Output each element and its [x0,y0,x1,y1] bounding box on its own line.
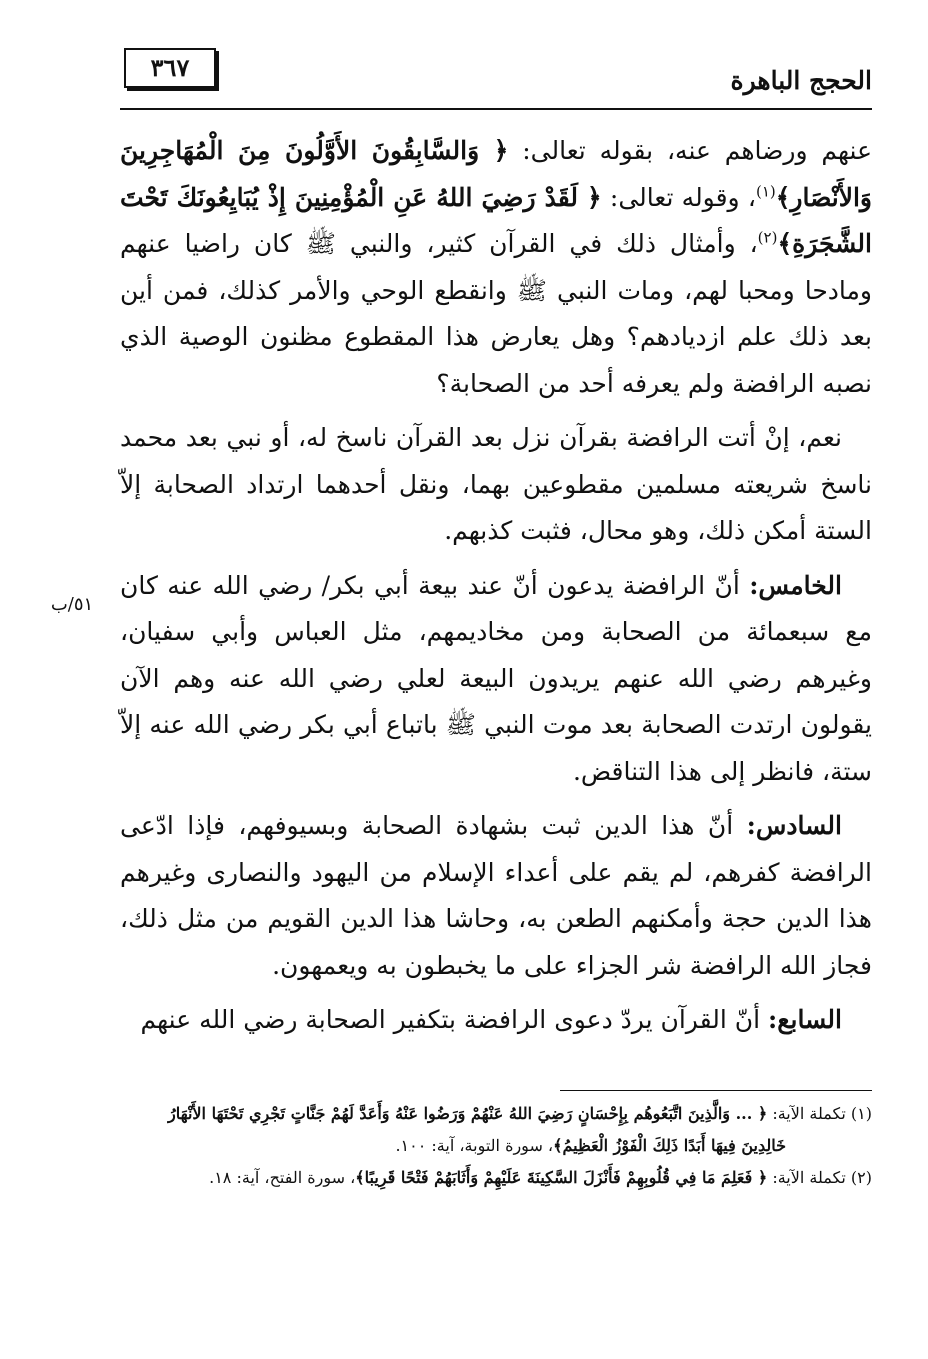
footnote-2-label: (٢) تكملة الآية: [767,1168,872,1187]
paragraph-4 [120,803,872,989]
footnote-ref-2: (٢) [757,228,778,247]
quran-verse-1: ﴿ وَالسَّابِقُونَ الأَوَّلُونَ مِنَ الْمُهَاجِرِينَ وَالأَنْصَارِ﴾ [120,136,872,212]
footnote-1-cont [120,1130,872,1162]
folio-margin-note: ٥١/ب [50,594,94,615]
paragraph-1-text-a: عنهم ورضاهم عنه، بقوله تعالى: [508,136,872,165]
running-title: الحجج الباهرة [730,66,872,95]
paragraph-5-text: أنّ القرآن يردّ دعوى الرافضة بتكفير الصحابة رضي الله عنهم [140,1005,769,1034]
body-text [120,128,872,1052]
paragraph-5 [120,997,872,1044]
paragraph-3 [120,563,872,796]
footnotes [120,1098,872,1194]
footnote-2-ref: ، سورة الفتح، آية: ١٨. [209,1168,356,1187]
paragraph-3-text: أنّ الرافضة يدعون أنّ عند بيعة أبي بكر/ رضي الله عنه كان مع سبعمائة من الصحابة ومن مخاديمهم، مثل العباس وأبي سفيان، وغيرهم رضي الله عنهم يريدون البيعة لعلي رضي الله عنه وهم الآن يقولون ارتدت الصحابة بعد موت النبي ﷺ باتباع أبي بكر رضي الله عنه إلاّ ستة، فانظر إلى هذا التناقض. [120,570,872,786]
point-fifth-label: الخامس: [749,570,842,600]
page-header [120,44,872,120]
footnote-1 [120,1098,872,1130]
paragraph-2: نعم، إنْ أتت الرافضة بقرآن نزل بعد القرآن ناسخ له، أو نبي بعد محمد ناسخ شريعته مسلمين مقطوعين بهما، ونقل أحدهما ارتداد الصحابة إلاّ الستة أمكن ذلك، وهو محال، فثبت كذبهم. [120,423,872,545]
paragraph-4-text: أنّ هذا الدين ثبت بشهادة الصحابة وبسيوفهم، فإذا ادّعى الرافضة كفرهم، لم يقم على أعداء الإسلام من اليهود والنصارى وغيرهم هذا الدين حجة وأمكنهم الطعن به، وحاشا هذا الدين القويم من مثل ذلك، فجاز الله الرافضة شر الجزاء على ما يخبطون به ويعمهون. [120,811,872,980]
footnote-ref-1: (١) [755,182,776,201]
page-number: ٣٦٧ [124,48,216,88]
footnote-rule [560,1090,872,1091]
quran-verse-2: ﴿ لَقَدْ رَضِيَ اللهُ عَنِ الْمُؤْمِنِينَ إِذْ يُبَايِعُونَكَ تَحْتَ الشَّجَرَةِ﴾ [120,182,872,258]
header-rule [120,108,872,110]
paragraph-1-text-c: ، وأمثال ذلك في القرآن كثير، والنبي ﷺ كان راضيا عنهم ومادحا ومحبا لهم، ومات النبي ﷺ وانقطع الوحي والأمر كذلك، فمن أين بعد ذلك علم ازديادهم؟ وهل يعارض هذا المقطوع مظنون الوصية الذي نصبه الرافضة ولم يعرفه أحد من الصحابة؟ [120,229,872,398]
point-sixth-label: السادس: [746,811,842,840]
footnote-2 [120,1162,872,1194]
point-seventh-label: السابع: [768,1005,842,1034]
footnote-1-ref: ، سورة التوبة، آية: ١٠٠. [395,1136,554,1155]
paragraph-1-text-b: ، وقوله تعالى: [601,182,756,212]
footnote-1-verse-b: خَالِدِينَ فِيهَا أَبَدًا ذَلِكَ الْفَوْزُ الْعَظِيمُ﴾ [553,1136,786,1155]
paragraph-1 [120,128,872,407]
footnote-2-verse: ﴿ فَعَلِمَ مَا فِي قُلُوبِهِمْ فَأَنْزَلَ السَّكِينَةَ عَلَيْهِمْ وَأَثَابَهُمْ فَتْحًا قَرِيبًا﴾ [355,1168,768,1187]
footnote-1-label: (١) تكملة الآية: [767,1104,872,1123]
footnote-1-verse-a: ﴿ ... وَالَّذِينَ اتَّبَعُوهُم بِإِحْسَانٍ رَضِيَ اللهُ عَنْهُمْ وَرَضُوا عَنْهُ وَأَعَدَّ لَهُمْ جَنَّاتٍ تَجْرِي تَحْتَهَا الأَنْهَارُ [168,1104,768,1123]
